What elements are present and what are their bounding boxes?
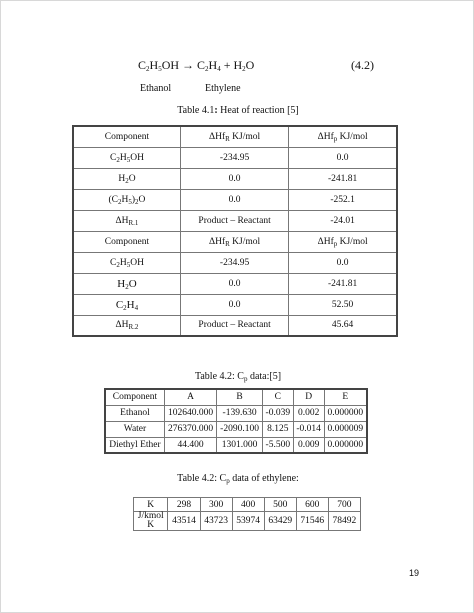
value-cell: 0.0 — [180, 294, 288, 315]
table-cell: 44.400 — [164, 437, 216, 453]
table-cell: -139.630 — [217, 405, 263, 421]
table2-caption: Table 4.2: $C_p$ data:[5] — [194, 371, 282, 383]
heat-of-reaction-table — [72, 125, 398, 337]
table-cell: 8.125 — [262, 421, 293, 437]
table-row — [73, 315, 397, 336]
value-cell: 45.64 — [289, 315, 397, 336]
eq-text: C — [138, 58, 147, 72]
table-cell: Diethyl Ether — [105, 437, 164, 453]
eq-sub: 2 — [146, 65, 150, 73]
eq-text: H — [208, 58, 218, 72]
table-header-row — [134, 498, 361, 512]
eq-plus: + — [223, 58, 231, 72]
table-cell: 1301.000 — [217, 437, 263, 453]
table-row — [73, 294, 397, 315]
table-cell: Water — [105, 421, 164, 437]
table-cell: 53974 — [232, 512, 264, 531]
ethylene-cp-table — [133, 497, 361, 531]
eq-text: H — [233, 58, 243, 72]
table-cell: 0.002 — [293, 405, 324, 421]
value-cell: -241.81 — [289, 273, 397, 294]
header-cell: D — [293, 389, 324, 405]
header-cell: 600 — [296, 498, 328, 512]
eq-text: OH — [161, 58, 180, 72]
component-cell: $H_2O$ — [73, 168, 180, 189]
value-cell: Product – Reactant — [180, 210, 288, 231]
value-cell: 0.0 — [180, 189, 288, 210]
component-cell: $H_2O$ — [73, 273, 180, 294]
table-cell: 0.009 — [293, 437, 324, 453]
eq-text: O — [245, 58, 255, 72]
table-cell: -5.500 — [262, 437, 293, 453]
eq-sub: 5 — [158, 65, 162, 73]
header-cell: A — [164, 389, 216, 405]
table-cell: -0.014 — [293, 421, 324, 437]
eq-sub: 2 — [242, 65, 246, 73]
caption-text: Table 4.1 — [177, 105, 215, 116]
row-label-cell: J/kmol K — [134, 512, 168, 531]
header-cell: B — [217, 389, 263, 405]
header-cell: 500 — [264, 498, 296, 512]
table-row — [73, 273, 397, 294]
page-number: 19 — [409, 568, 420, 578]
table-cell: 43514 — [168, 512, 200, 531]
value-cell: -234.95 — [180, 252, 288, 273]
header-cell: ΔHf$_R$ KJ/mol — [180, 231, 288, 252]
reaction-equation — [138, 58, 254, 73]
eq-sub: 2 — [205, 65, 209, 73]
table-cell: 102640.000 — [164, 405, 216, 421]
value-cell: -234.95 — [180, 147, 288, 168]
table-row — [105, 437, 367, 453]
table-header-row — [73, 231, 397, 252]
table-cell: 78492 — [328, 512, 360, 531]
component-cell: $C_2H_4$ — [73, 294, 180, 315]
header-cell: Component — [105, 389, 164, 405]
table3-caption: Table 4.2: $C_p$ data of ethylene: — [177, 473, 299, 485]
equation-number: (4.2) — [351, 58, 374, 72]
header-cell: K — [134, 498, 168, 512]
label-ethylene: Ethylene — [205, 83, 241, 94]
table-cell: 0.000009 — [324, 421, 367, 437]
table-row — [73, 210, 397, 231]
table-cell: 71546 — [296, 512, 328, 531]
caption-text: Heat of reaction [5] — [217, 105, 299, 116]
value-cell: -24.01 — [289, 210, 397, 231]
header-cell: 400 — [232, 498, 264, 512]
value-cell: -252.1 — [289, 189, 397, 210]
eq-text: C — [197, 58, 206, 72]
label-ethanol: Ethanol — [140, 83, 172, 94]
component-cell: $(C_2H_5)_2O$ — [73, 189, 180, 210]
header-cell: 298 — [168, 498, 200, 512]
eq-text: H — [149, 58, 159, 72]
component-cell: $C_2H_5OH$ — [73, 147, 180, 168]
table-header-row — [73, 126, 397, 147]
component-cell: $\Delta H_{R.2}$ — [73, 315, 180, 336]
header-cell: ΔHf$_R$ KJ/mol — [180, 126, 288, 147]
header-cell: Component — [73, 231, 180, 252]
header-cell: Component — [73, 126, 180, 147]
table-row — [73, 168, 397, 189]
table-row — [105, 421, 367, 437]
table-cell: -2090.100 — [217, 421, 263, 437]
eq-sub: 4 — [217, 65, 221, 73]
reaction-arrow: → — [182, 58, 195, 72]
component-cell: $C_2H_5OH$ — [73, 252, 180, 273]
table-cell: Ethanol — [105, 405, 164, 421]
table-cell: 0.000000 — [324, 437, 367, 453]
value-cell: -241.81 — [289, 168, 397, 189]
table-row — [73, 189, 397, 210]
value-cell: 52.50 — [289, 294, 397, 315]
value-cell: 0.0 — [289, 252, 397, 273]
value-cell: 0.0 — [180, 273, 288, 294]
value-cell: 0.0 — [289, 147, 397, 168]
header-cell: ΔHf$_p$ KJ/mol — [289, 231, 397, 252]
value-cell: Product – Reactant — [180, 315, 288, 336]
table-row — [134, 512, 361, 531]
cp-data-table — [104, 388, 368, 454]
component-cell: $\Delta H_{R.1}$ — [73, 210, 180, 231]
table-cell: 276370.000 — [164, 421, 216, 437]
header-cell: ΔHf$_p$ KJ/mol — [289, 126, 397, 147]
table1-caption — [1, 105, 474, 116]
header-cell: 300 — [200, 498, 232, 512]
header-cell: 700 — [328, 498, 360, 512]
table-cell: -0.039 — [262, 405, 293, 421]
table-cell: 0.000000 — [324, 405, 367, 421]
table-row — [73, 252, 397, 273]
value-cell: 0.0 — [180, 168, 288, 189]
table-cell: 63429 — [264, 512, 296, 531]
table-header-row — [105, 389, 367, 405]
table-row — [73, 147, 397, 168]
header-cell: E — [324, 389, 367, 405]
table-cell: 43723 — [200, 512, 232, 531]
table-row — [105, 405, 367, 421]
caption-colon: : — [214, 105, 218, 116]
header-cell: C — [262, 389, 293, 405]
